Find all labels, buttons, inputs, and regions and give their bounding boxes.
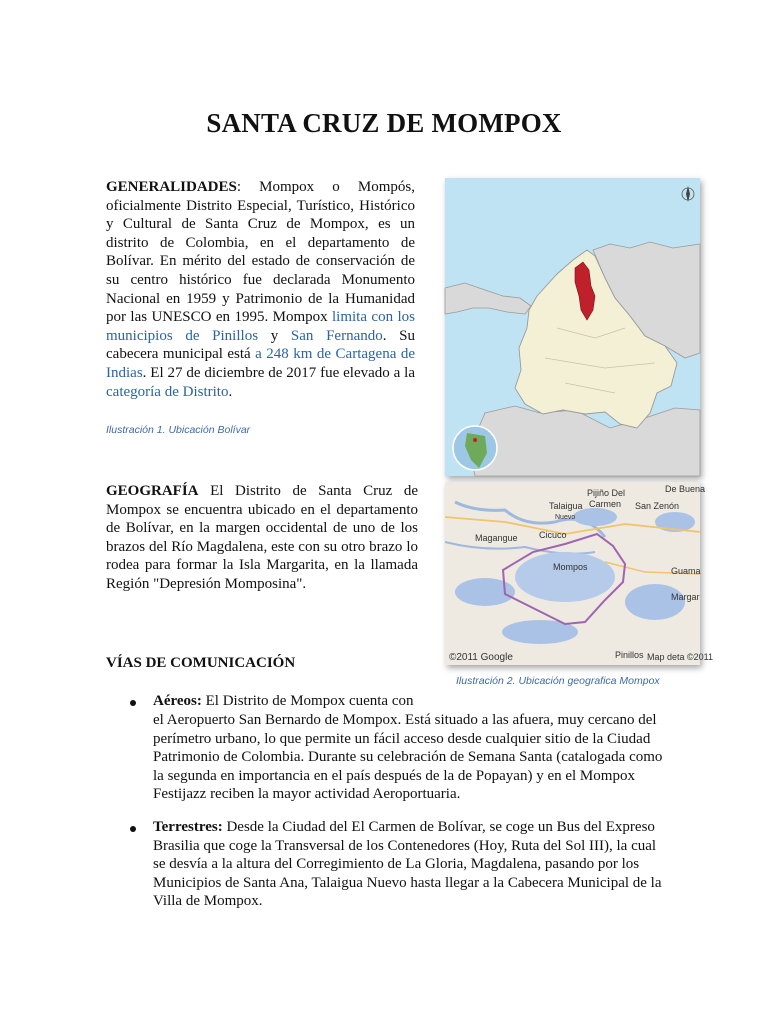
- map-mompox-svg: [445, 482, 714, 665]
- map-label-margar: Margar: [671, 592, 700, 602]
- colon: :: [236, 179, 242, 195]
- page-title: SANTA CRUZ DE MOMPOX: [206, 108, 562, 138]
- map-data-credit: Map deta ©2011: [647, 652, 714, 662]
- link-san-fernando[interactable]: San Fernando: [290, 327, 383, 344]
- conjunction: y: [258, 327, 291, 344]
- geografia-paragraph: [106, 482, 418, 594]
- map-colombia-bolivar: [445, 178, 700, 476]
- aereos-label: Aéreos:: [153, 693, 202, 709]
- vias-heading: VÍAS DE COMUNICACIÓN: [106, 655, 296, 671]
- map-label-cicuco: Cicuco: [539, 530, 567, 540]
- map-label-mompos: Mompos: [553, 562, 588, 572]
- geografia-text: El Distrito de Santa Cruz de Mompox se encuentra ubicado en el departamento de Bolívar, en la margen occidental de uno de los brazos del Río Magdalena, este con su otro brazo lo rodea para formar la Isla Margarita, en la llamada Región "Depresión Momposina".: [106, 483, 418, 592]
- map-mompox: [445, 482, 714, 665]
- geografia-label: GEOGRAFÍA: [106, 483, 199, 499]
- aereos-paragraph: el Aeropuerto San Bernardo de Mompox. Está situado a las afuera, muy cercano del perímetro urbano, lo que permite un fácil acceso desde cualquier sitio de la Ciudad Patrimonio de Colombia. Durante su celebración de Semana Santa (catalogada como la segunda en importancia en el país después de la de Popayan) y en el Mompox Festijazz reciben la mayor actividad Aeroportuaria.: [153, 712, 663, 803]
- map-label-talaigua: Talaigua: [549, 501, 583, 511]
- map-label-san-zenon: San Zenón: [635, 501, 680, 511]
- terrestres-text: Desde la Ciudad del El Carmen de Bolívar, se coge un Bus del Expreso Brasilia que coge la Transversal de los Contenedores (Hoy, Ruta del Sol III), la cual se desvía a la altura del Corregimiento de La Gloria, Magdalena, pasando por los Municipios de Santa Ana, Talaigua Nuevo hasta llegar a la Cabecera Municipal de la Villa de Mompox.: [153, 819, 662, 910]
- generalidades-paragraph: [106, 178, 415, 401]
- generalidades-text-3: . El 27 de diciembre de 2017 fue elevado a la: [142, 364, 415, 381]
- link-pinillos[interactable]: limita con los municipios de Pinillos: [106, 309, 415, 344]
- map-label-pijino: Pijiño Del: [587, 488, 626, 498]
- caption-ilustracion-2: Ilustración 2. Ubicación geografica Mompox: [456, 675, 660, 687]
- generalidades-text-4: .: [228, 383, 233, 400]
- aereos-first-line: [153, 692, 663, 711]
- generalidades-text: Mompox o Mompós, oficialmente Distrito Especial, Turístico, Histórico y Cultural de Santa Cruz de Mompox, es un distrito de Colombia, en el departamento de Bolívar. En mérito del estado de conservación de su centro histórico fue declarada Monumento Nacional en 1959 y Patrimonio de la Humanidad por las UNESCO en 1995. Mompox: [106, 179, 415, 326]
- link-cartagena[interactable]: a 248 km de Cartagena de Indias: [106, 346, 415, 381]
- map-label-pinillos: Pinillos: [615, 650, 644, 660]
- map-label-carmen: Carmen: [589, 499, 622, 509]
- bullet-terrestres: [130, 826, 136, 832]
- map-label-guama: Guama: [671, 566, 701, 576]
- terrestres-label: Terrestres:: [153, 819, 223, 835]
- terrestres-paragraph: [153, 818, 663, 911]
- aereos-text-first: El Distrito de Mompox cuenta con: [201, 693, 414, 709]
- map-copyright: ©2011 Google: [449, 652, 513, 663]
- generalidades-label: GENERALIDADES: [106, 179, 237, 195]
- map-colombia-svg: [445, 178, 700, 476]
- map-label-de-buena: De Buena: [665, 484, 706, 494]
- caption-ilustracion-1: Ilustración 1. Ubicación Bolívar: [106, 424, 251, 436]
- map-label-magangue: Magangue: [475, 533, 518, 543]
- map-label-nuevo: Nuevo: [555, 514, 576, 521]
- bullet-aereos: [130, 700, 136, 706]
- link-categoria-distrito[interactable]: categoría de Distrito: [106, 383, 229, 400]
- generalidades-text-2: . Su cabecera municipal está: [106, 327, 416, 363]
